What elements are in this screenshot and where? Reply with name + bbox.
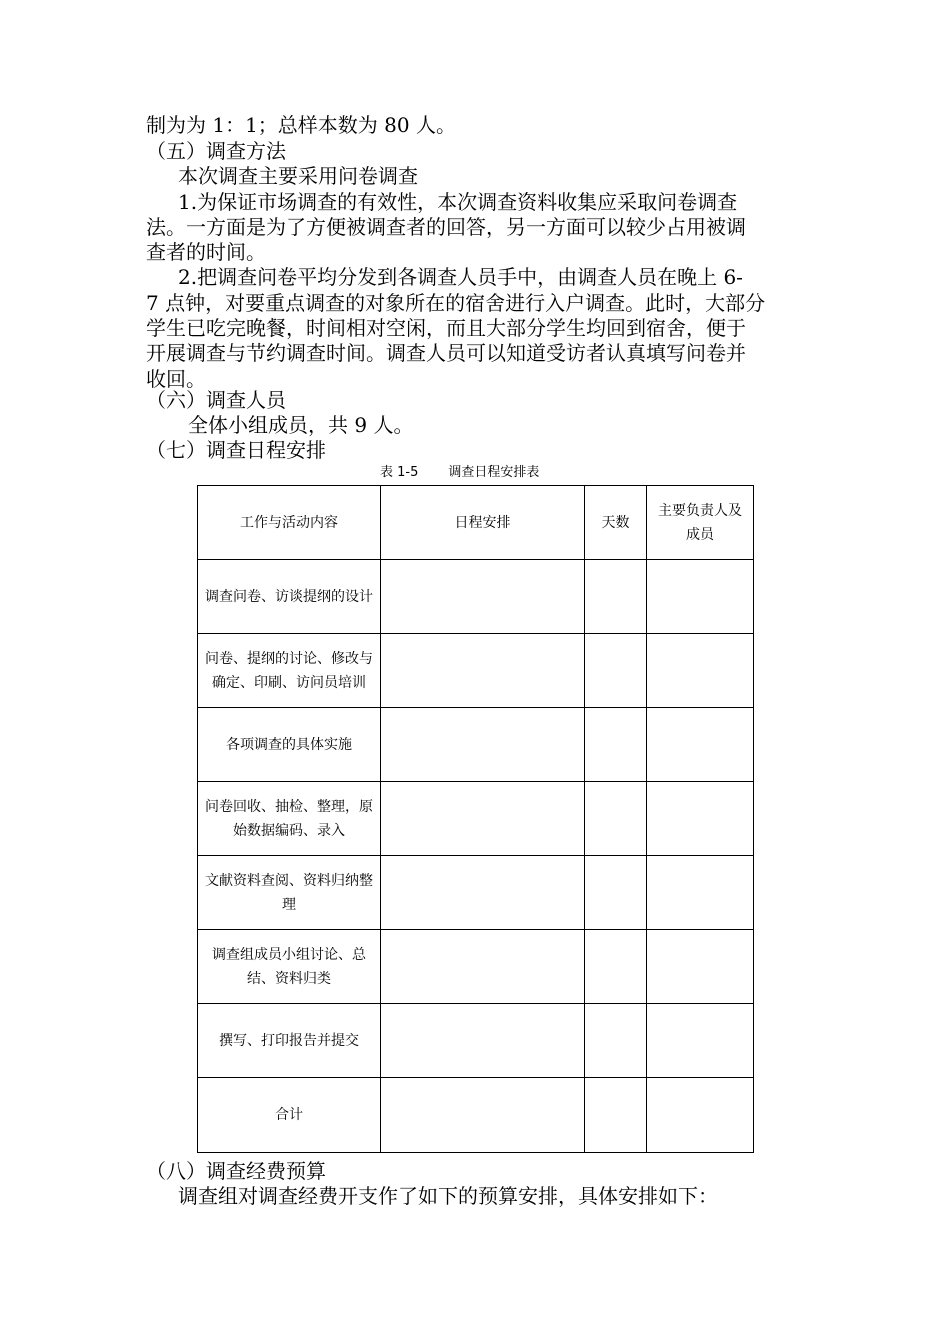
paragraph-line: 2.把调查问卷平均分发到各调查人员手中，由调查人员在晚上 6- [178, 265, 743, 289]
paragraph-line: 制为为 1：1；总样本数为 80 人。 [146, 113, 456, 137]
owner-cell [647, 1004, 754, 1078]
paragraph-line: 开展调查与节约调查时间。调查人员可以知道受访者认真填写问卷并 [146, 341, 746, 365]
paragraph-line: 7 点钟，对要重点调查的对象所在的宿舍进行入户调查。此时，大部分 [146, 291, 766, 315]
paragraph-line: 查者的时间。 [146, 240, 266, 264]
activity-cell: 文献资料查阅、资料归纳整理 [198, 856, 381, 930]
table-row [198, 708, 754, 782]
schedule-cell [381, 708, 585, 782]
paragraph-line: 法。一方面是为了方便被调查者的回答，另一方面可以较少占用被调 [146, 215, 746, 239]
schedule-cell [381, 1078, 585, 1153]
schedule-cell [381, 1004, 585, 1078]
owner-cell [647, 634, 754, 708]
table-row [198, 560, 754, 634]
table-row [198, 634, 754, 708]
activity-cell: 问卷回收、抽检、整理，原始数据编码、录入 [198, 782, 381, 856]
owner-cell [647, 930, 754, 1004]
table-caption-number: 表 1-5 [380, 465, 419, 480]
days-cell [585, 856, 647, 930]
section-heading-budget: （八）调查经费预算 [146, 1159, 326, 1183]
total-label-cell: 合计 [198, 1078, 381, 1153]
table-row [198, 1004, 754, 1078]
paragraph-line: 调查组对调查经费开支作了如下的预算安排，具体安排如下： [178, 1184, 718, 1208]
paragraph-line: 本次调查主要采用问卷调查 [178, 164, 418, 188]
table-row [198, 856, 754, 930]
table-header-row [198, 486, 754, 560]
schedule-cell [381, 560, 585, 634]
activity-cell: 调查问卷、访谈提纲的设计 [198, 560, 381, 634]
paragraph-line: 全体小组成员，共 9 人。 [188, 413, 414, 437]
days-cell [585, 782, 647, 856]
header-cell: 天数 [585, 486, 647, 560]
schedule-table [197, 485, 754, 1153]
section-heading-staff: （六）调查人员 [146, 388, 286, 412]
schedule-cell [381, 856, 585, 930]
header-cell: 主要负责人及成员 [647, 486, 754, 560]
owner-cell [647, 1078, 754, 1153]
owner-cell [647, 782, 754, 856]
section-heading-methods: （五）调查方法 [146, 139, 286, 163]
table-caption [380, 464, 539, 482]
days-cell [585, 708, 647, 782]
paragraph-line: 收回。 [146, 367, 206, 391]
table-caption-title: 调查日程安排表 [448, 465, 540, 480]
schedule-cell [381, 634, 585, 708]
section-heading-schedule: （七）调查日程安排 [146, 438, 326, 462]
activity-cell: 撰写、打印报告并提交 [198, 1004, 381, 1078]
days-cell [585, 1078, 647, 1153]
table-total-row [198, 1078, 754, 1153]
owner-cell [647, 560, 754, 634]
paragraph-line: 学生已吃完晚餐，时间相对空闲，而且大部分学生均回到宿舍，便于 [146, 316, 746, 340]
activity-cell: 各项调查的具体实施 [198, 708, 381, 782]
activity-cell: 问卷、提纲的讨论、修改与确定、印刷、访问员培训 [198, 634, 381, 708]
table-row [198, 782, 754, 856]
days-cell [585, 560, 647, 634]
days-cell [585, 634, 647, 708]
days-cell [585, 930, 647, 1004]
table-row [198, 930, 754, 1004]
header-cell: 工作与活动内容 [198, 486, 381, 560]
header-cell: 日程安排 [381, 486, 585, 560]
days-cell [585, 1004, 647, 1078]
paragraph-line: 1.为保证市场调查的有效性，本次调查资料收集应采取问卷调查 [178, 190, 738, 214]
activity-cell: 调查组成员小组讨论、总结、资料归类 [198, 930, 381, 1004]
owner-cell [647, 708, 754, 782]
owner-cell [647, 856, 754, 930]
schedule-cell [381, 782, 585, 856]
schedule-cell [381, 930, 585, 1004]
